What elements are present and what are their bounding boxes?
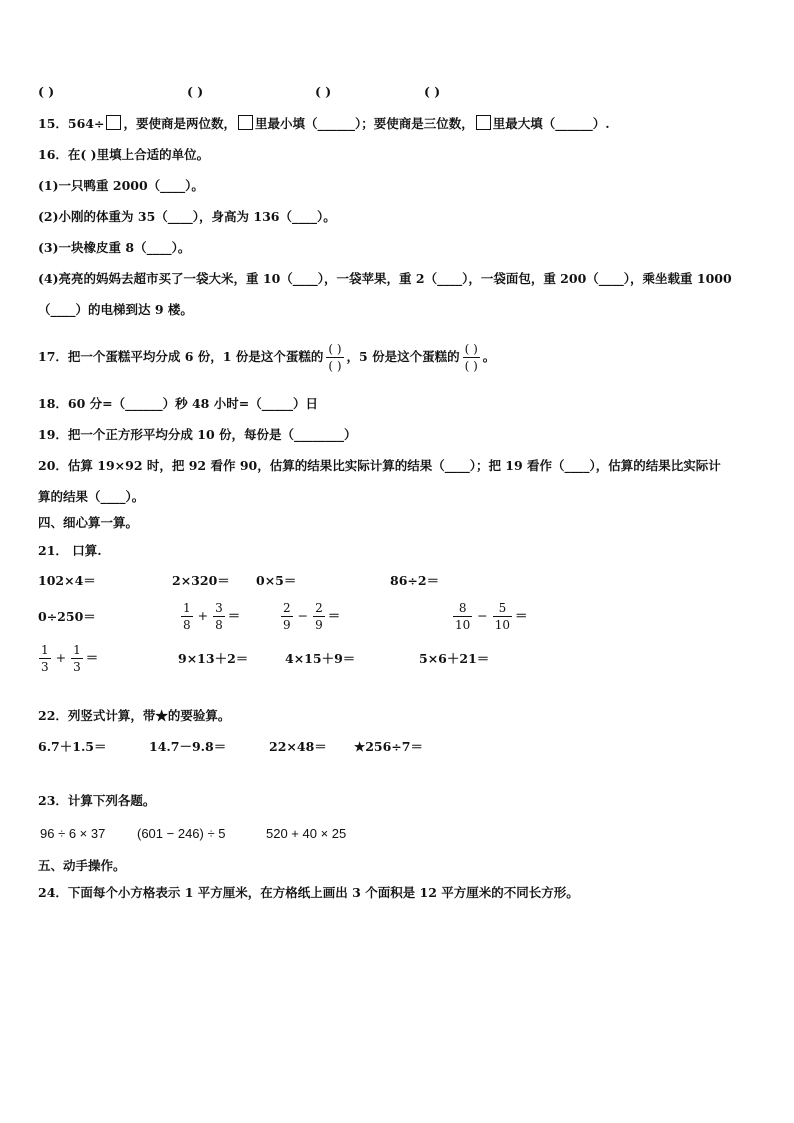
- question-21-title: 21． 口算.: [38, 543, 102, 558]
- calc-9-fractions: $\frac{1}{3}$ + $\frac{1}{3}$ ＝: [41, 643, 99, 674]
- calc-5: 0÷250＝: [38, 609, 96, 624]
- section-4-heading: 四、细心算一算。: [38, 515, 139, 530]
- calc-1: 102×4＝: [38, 573, 96, 588]
- calc-4: 86÷2＝: [390, 573, 440, 588]
- calc-12: 5×6＋21＝: [419, 651, 490, 666]
- question-17: 17．把一个蛋糕平均分成 6 份，1 份是这个蛋糕的 $\frac{( )}{( )}$ ，5 份是这个蛋糕的 $\frac{( )}{( )}$ 。: [38, 342, 496, 373]
- digit-box-2: [238, 115, 253, 130]
- calc-6-fractions: $\frac{1}{8}$ + $\frac{3}{8}$ ＝: [183, 601, 241, 632]
- q15-part-c: 里最小填（______）；要使商是三位数，: [254, 116, 474, 131]
- question-15: [38, 115, 610, 132]
- fraction-blank-1: $\frac{( )}{( )}$: [328, 342, 342, 373]
- question-16-line-1: (1)一只鸭重 2000（____）。: [38, 178, 204, 193]
- digit-box-1: [106, 115, 121, 130]
- expression-3: 520 + 40 × 25: [266, 826, 347, 841]
- calc-2: 2×320＝: [172, 573, 230, 588]
- calc-7-fractions: $\frac{2}{9}$ − $\frac{2}{9}$ ＝: [283, 601, 341, 632]
- question-24: 24．下面每个小方格表示 1 平方厘米，在方格纸上画出 3 个面积是 12 平方厘米的不同长方形。: [38, 885, 579, 900]
- question-18: 18．60 分=（______）秒 48 小时=（_____）日: [38, 396, 318, 411]
- question-22-title: 22．列竖式计算，带★的要验算。: [38, 708, 231, 723]
- calc-3: 0×5＝: [256, 573, 297, 588]
- vertical-calc-2: 14.7－9.8＝: [149, 739, 227, 754]
- expression-2: (601 − 246) ÷ 5: [137, 826, 226, 841]
- calc-11: 4×15＋9＝: [285, 651, 356, 666]
- q15-part-a: 15．564÷: [38, 116, 105, 131]
- question-16-line-4: (4)亮亮的妈妈去超市买了一袋大米，重 10（____），一袋苹果，重 2（____），一袋面包，重 200（____），乘坐载重 1000: [38, 271, 732, 286]
- question-20-line-2: 算的结果（____）。: [38, 489, 145, 504]
- q15-part-d: 里最大填（______）.: [492, 116, 610, 131]
- blank-1: ( ): [38, 84, 55, 99]
- question-16-line-5: （____）的电梯到达 9 楼。: [38, 302, 193, 317]
- calc-8-fractions: $\frac{8}{10}$ − $\frac{5}{10}$ ＝: [455, 601, 528, 632]
- question-16-title: 16．在( )里填上合适的单位。: [38, 147, 210, 162]
- blank-3: ( ): [315, 84, 332, 99]
- question-16-line-2: (2)小刚的体重为 35（____），身高为 136（____）。: [38, 209, 336, 224]
- question-23-title: 23．计算下列各题。: [38, 793, 156, 808]
- question-19: 19．把一个正方形平均分成 10 份，每份是（________）: [38, 427, 357, 442]
- section-5-heading: 五、动手操作。: [38, 858, 126, 873]
- blank-4: ( ): [424, 84, 441, 99]
- vertical-calc-4: ★256÷7＝: [354, 739, 423, 754]
- question-16-line-3: (3)一块橡皮重 8（____）。: [38, 240, 191, 255]
- vertical-calc-3: 22×48＝: [269, 739, 327, 754]
- digit-box-3: [476, 115, 491, 130]
- question-20-line-1: 20．估算 19×92 时，把 92 看作 90，估算的结果比实际计算的结果（____）；把 19 看作（____），估算的结果比实际计: [38, 458, 721, 473]
- expression-1: 96 ÷ 6 × 37: [40, 826, 106, 841]
- fraction-blank-2: $\frac{( )}{( )}$: [464, 342, 478, 373]
- calc-10: 9×13＋2＝: [178, 651, 249, 666]
- q15-part-b: ，要使商是两位数，: [123, 116, 236, 131]
- vertical-calc-1: 6.7＋1.5＝: [38, 739, 107, 754]
- blank-2: ( ): [187, 84, 204, 99]
